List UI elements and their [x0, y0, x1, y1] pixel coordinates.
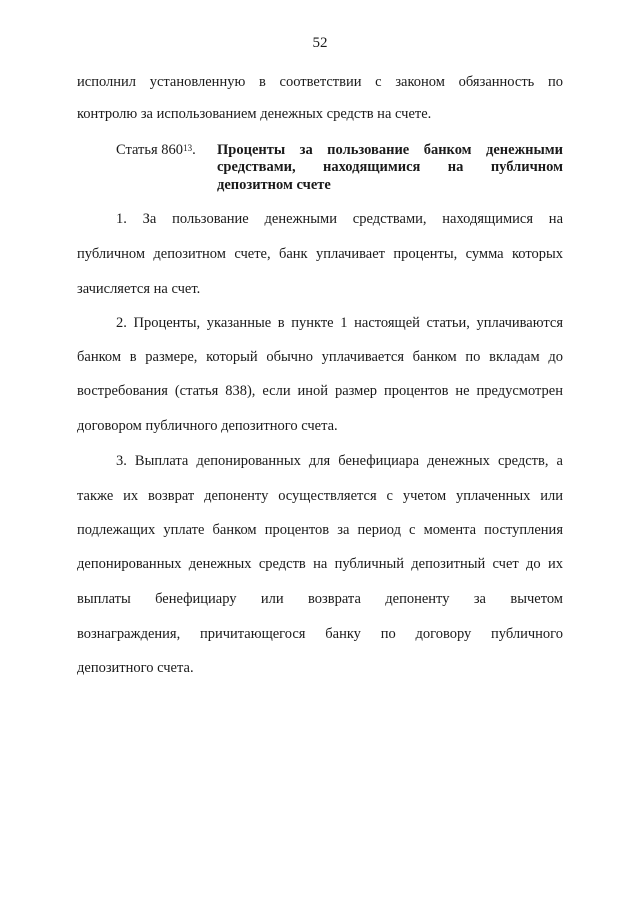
- p3-line-1: 3. Выплата депонированных для бенефициара денежных средств, а: [116, 453, 563, 469]
- p3-line-4: депонированных денежных средств на публичный депозитный счет до их: [77, 556, 563, 572]
- article-superscript: 13: [183, 143, 193, 153]
- article-number: [116, 141, 196, 159]
- p3-line-6: вознаграждения, причитающегося банку по договору публичного: [77, 626, 563, 642]
- p3-line-7: депозитного счета.: [77, 660, 194, 676]
- p2-line-3: востребования (статья 838), если иной размер процентов не предусмотрен: [77, 383, 563, 399]
- p1-line-1: 1. За пользование денежными средствами, находящимися на: [116, 211, 563, 227]
- p1-line-3: зачисляется на счет.: [77, 281, 201, 297]
- article-title-line-2: средствами, находящимися на публичном: [217, 159, 563, 175]
- article-title-line-1: Проценты за пользование банком денежными: [217, 142, 563, 158]
- article-prefix: Статья 860: [116, 142, 184, 158]
- p3-line-5: выплаты бенефициару или возврата депоненту за вычетом: [77, 591, 563, 607]
- p3-line-2: также их возврат депоненту осуществляется с учетом уплаченных или: [77, 488, 563, 504]
- page-number: 52: [312, 35, 328, 51]
- intro-line-1: исполнил установленную в соответствии с законом обязанность по: [77, 74, 563, 90]
- intro-line-2: контролю за использованием денежных средств на счете.: [77, 106, 432, 122]
- p1-line-2: публичном депозитном счете, банк уплачивает проценты, сумма которых: [77, 246, 563, 262]
- p2-line-2: банком в размере, который обычно уплачивается банком по вкладам до: [77, 349, 563, 365]
- article-dot: .: [192, 142, 196, 158]
- p3-line-3: подлежащих уплате банком процентов за период с момента поступления: [77, 522, 563, 538]
- p2-line-1: 2. Проценты, указанные в пункте 1 настоящей статьи, уплачиваются: [116, 315, 563, 331]
- article-title-line-3: депозитном счете: [217, 177, 331, 193]
- p2-line-4: договором публичного депозитного счета.: [77, 418, 338, 434]
